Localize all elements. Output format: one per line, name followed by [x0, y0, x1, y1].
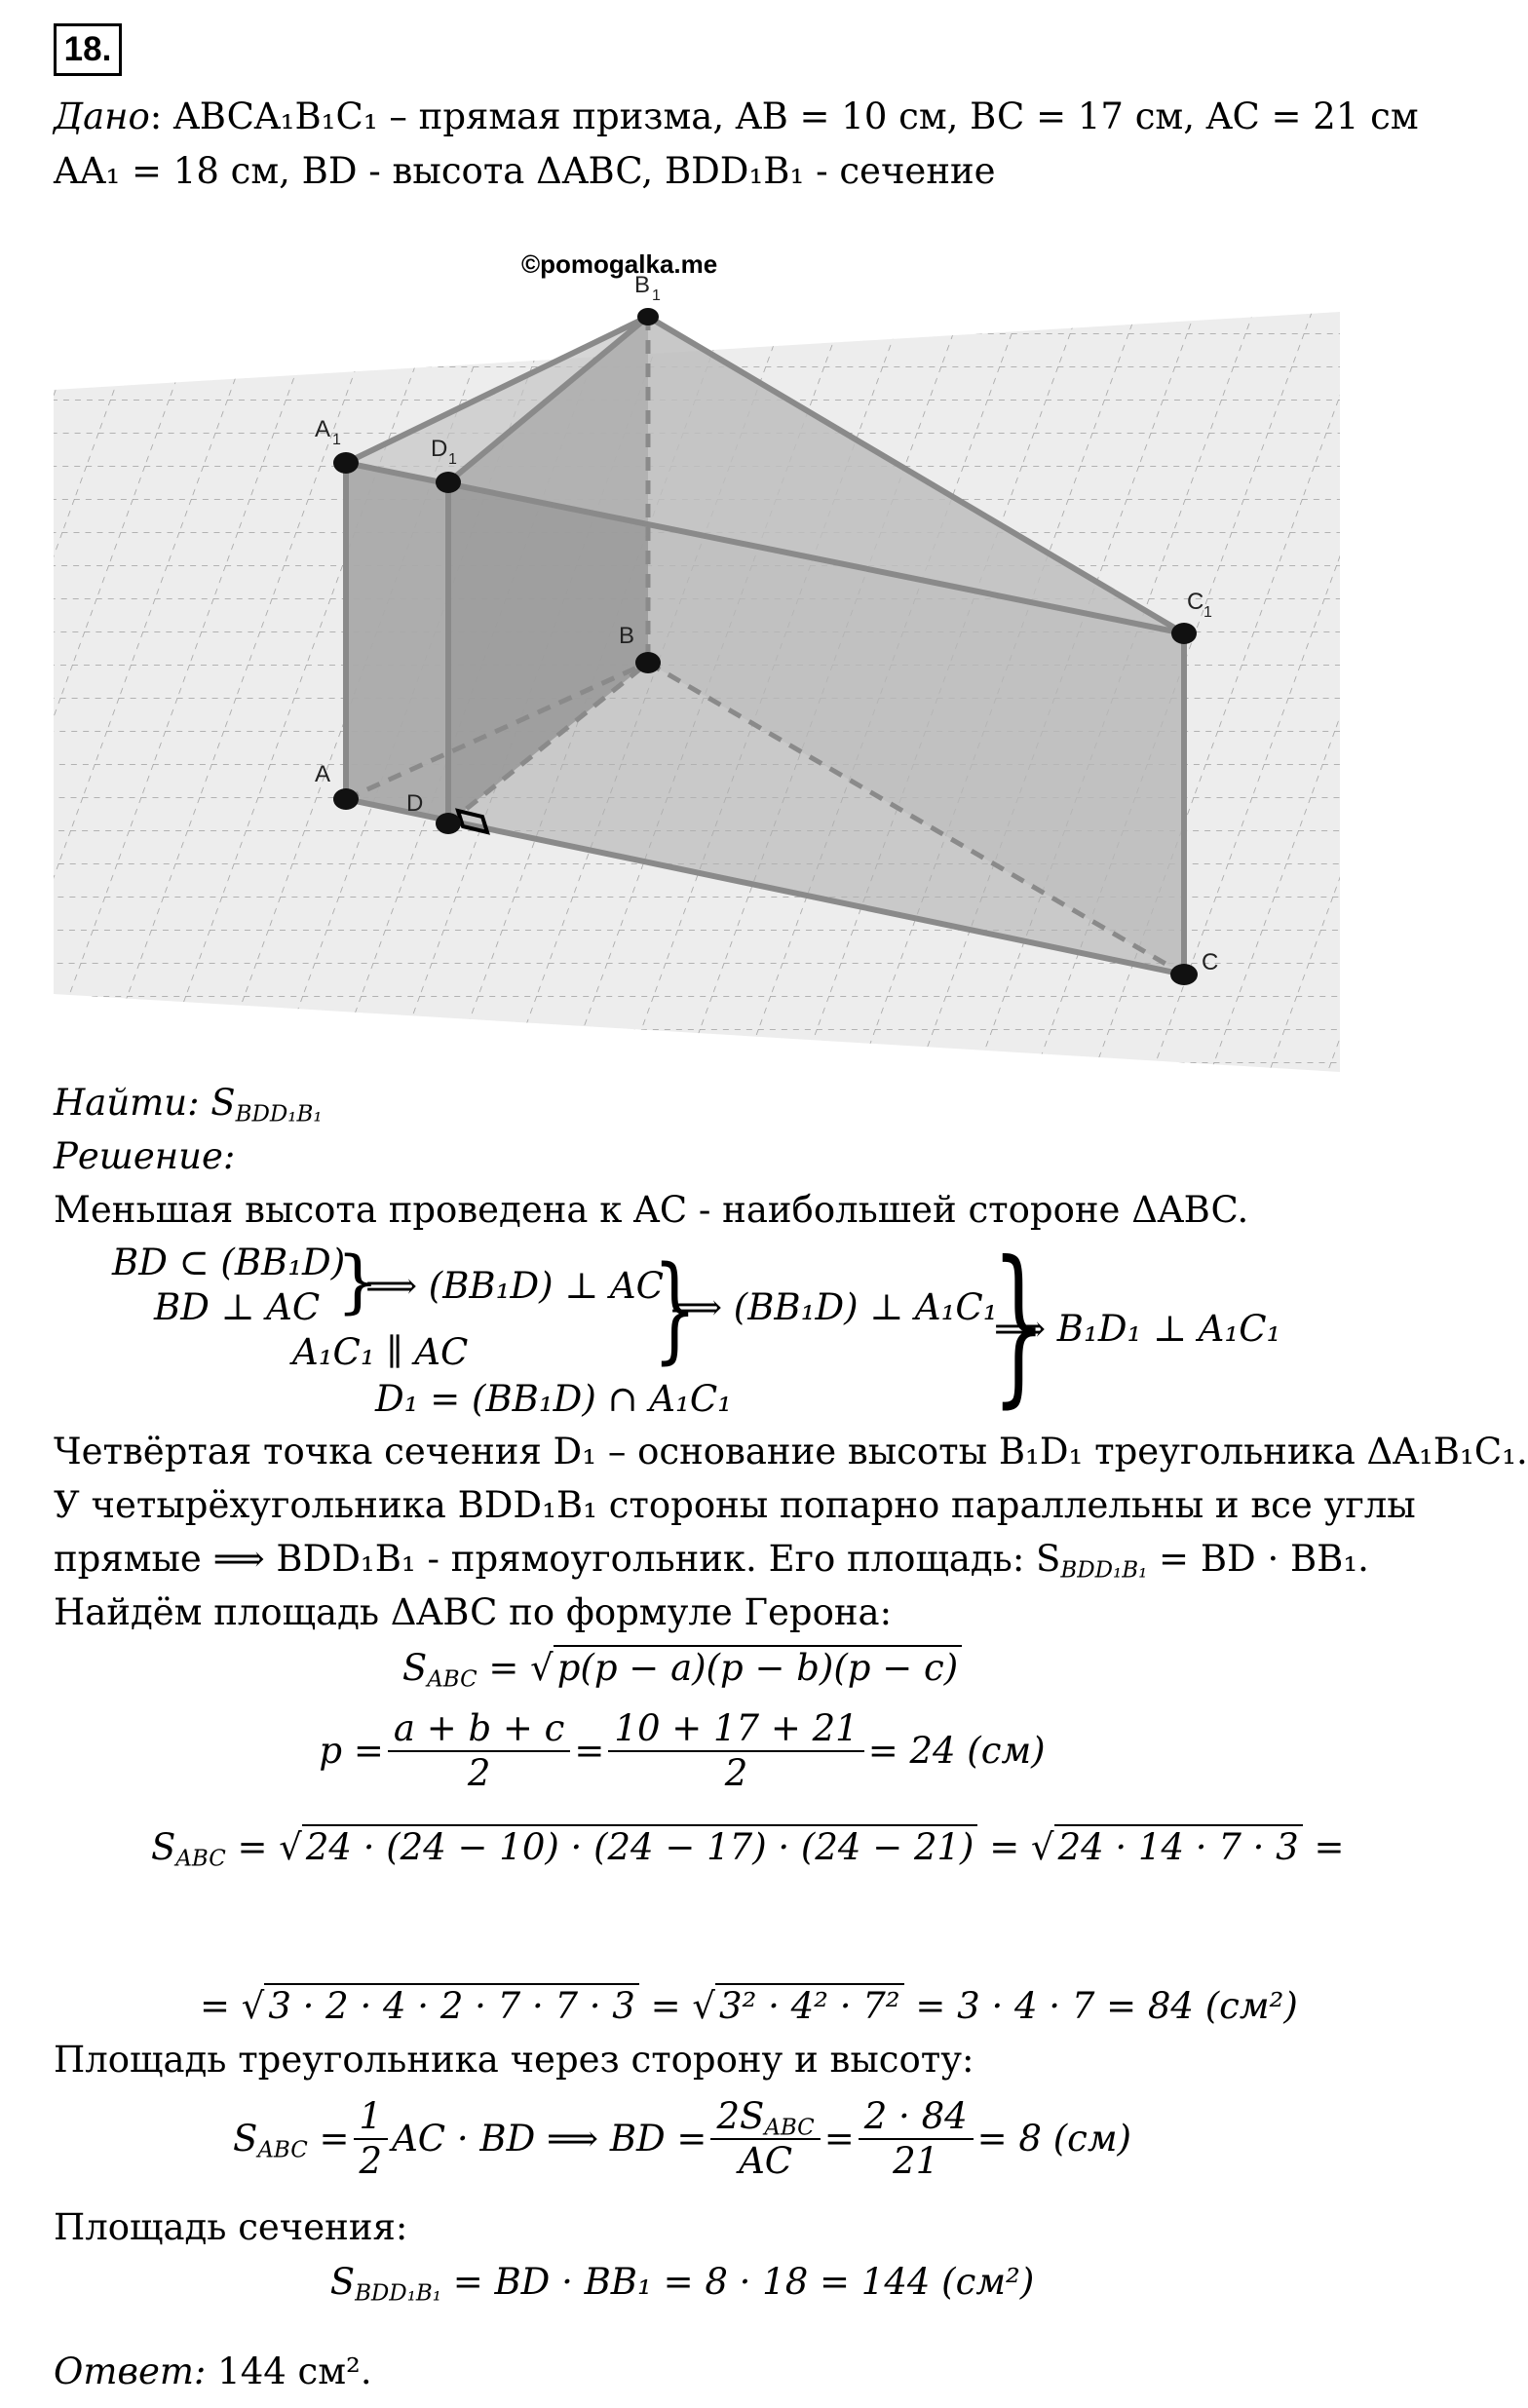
text-line-1: Меньшая высота проведена к AC - наибольшей стороне ΔABC.	[54, 1189, 1249, 1231]
given-text-1: : ABCA₁B₁C₁ – прямая призма, AB = 10 см, BC = 17 см, AC = 21 см	[149, 96, 1419, 137]
find-label: Найти	[54, 1082, 188, 1124]
svg-text:1: 1	[652, 287, 661, 304]
heron-formula: $S_{ABC}$ = √ p(p − a)(p − b)(p − c)	[0, 1645, 1364, 1692]
answer-label: Ответ:	[54, 2351, 207, 2392]
text-line-4: прямые ⟹ BDD₁B₁ - прямоугольник. Его площадь: $S_{BDD_1B_1}$ = BD · BB₁.	[54, 1538, 1369, 1584]
sys-1a: BD ⊂ (BB₁D)	[112, 1242, 346, 1283]
point-C1	[1171, 623, 1197, 644]
point-C	[1170, 964, 1198, 985]
point-B	[635, 652, 661, 673]
svg-text:D: D	[431, 436, 448, 462]
svg-text:1: 1	[332, 432, 341, 448]
sys-1c: ⟹ (BB₁D) ⊥ AC	[365, 1265, 664, 1307]
brace-1: }	[336, 1242, 380, 1321]
given-line-2: AA₁ = 18 см, BD - высота ΔABC, BDD₁B₁ - сечение	[54, 150, 996, 192]
sys-3: D₁ = (BB₁D) ∩ A₁C₁	[375, 1378, 732, 1420]
answer-line	[54, 2349, 372, 2395]
svg-text:A: A	[315, 416, 331, 442]
text-line-2: Четвёртая точка сечения D₁ – основание высоты B₁D₁ треугольника ΔA₁B₁C₁.	[54, 1431, 1528, 1472]
svg-text:1: 1	[448, 451, 457, 468]
point-A1	[333, 452, 359, 474]
final-formula: $S_{BDD_1B_1}$ = BD · BB₁ = 8 · 18 = 144 (см²)	[329, 2261, 1035, 2307]
calc-line-1: $S_{ABC}$ = √ 24 · (24 − 10) · (24 − 17) · (24 − 21) = √ 24 · 14 · 7 · 3 =	[151, 1826, 1345, 1872]
svg-text:A: A	[315, 761, 331, 787]
svg-text:C: C	[1202, 949, 1219, 975]
given-label: Дано	[54, 96, 150, 137]
point-A	[333, 788, 359, 810]
answer-value: 144 см².	[217, 2351, 372, 2392]
brace-2: }	[653, 1241, 698, 1375]
sys-3c: ⟹ B₁D₁ ⊥ A₁C₁	[994, 1308, 1281, 1350]
solution-label: Решение:	[54, 1135, 236, 1177]
svg-text:1: 1	[1203, 604, 1212, 621]
svg-text:C: C	[1187, 589, 1204, 615]
calc-line-2: = √ 3 · 2 · 4 · 2 · 7 · 7 · 3 = √ 3² · 4² · 7² = 3 · 4 · 7 = 84 (см²)	[200, 1985, 1298, 2027]
point-B1	[637, 308, 659, 325]
text-line-3: У четырёхугольника BDD₁B₁ стороны попарно параллельны и все углы	[54, 1484, 1416, 1526]
watermark: ©pomogalka.me	[521, 249, 718, 279]
find-line	[54, 1080, 323, 1127]
prism-figure	[54, 234, 1340, 1072]
text-line-6: Площадь треугольника через сторону и высоту:	[54, 2039, 974, 2081]
find-value: : S	[187, 1082, 236, 1124]
svg-text:B: B	[634, 272, 651, 298]
svg-text:D: D	[406, 790, 424, 817]
point-D	[436, 813, 461, 834]
brace-3: }	[991, 1226, 1047, 1424]
sys-2c: ⟹ (BB₁D) ⊥ A₁C₁	[670, 1286, 998, 1328]
text-line-7: Площадь сечения:	[54, 2206, 408, 2248]
p-formula: p = $\frac{a + b + c}{2}$ = $\frac{10 + 17 + 21}{2}$ = 24 (см)	[319, 1707, 1046, 1794]
sys-1b: BD ⊥ AC	[154, 1286, 321, 1328]
problem-number: 18.	[54, 23, 122, 76]
bd-formula: $S_{ABC}$ = $\frac{1}{2}$ AC · BD ⟹ BD = $\frac{2S_{ABC}}{AC}$ = $\frac{2 \cdot 84}{21}$ = 8 (см)	[233, 2095, 1131, 2182]
sys-2: A₁C₁ ∥ AC	[292, 1331, 469, 1373]
find-sub: BDD₁B₁	[235, 1101, 323, 1128]
given-line-1	[54, 94, 1419, 140]
point-D1	[436, 472, 461, 493]
svg-text:B: B	[619, 623, 635, 649]
text-line-5: Найдём площадь ΔABC по формуле Герона:	[54, 1591, 893, 1633]
